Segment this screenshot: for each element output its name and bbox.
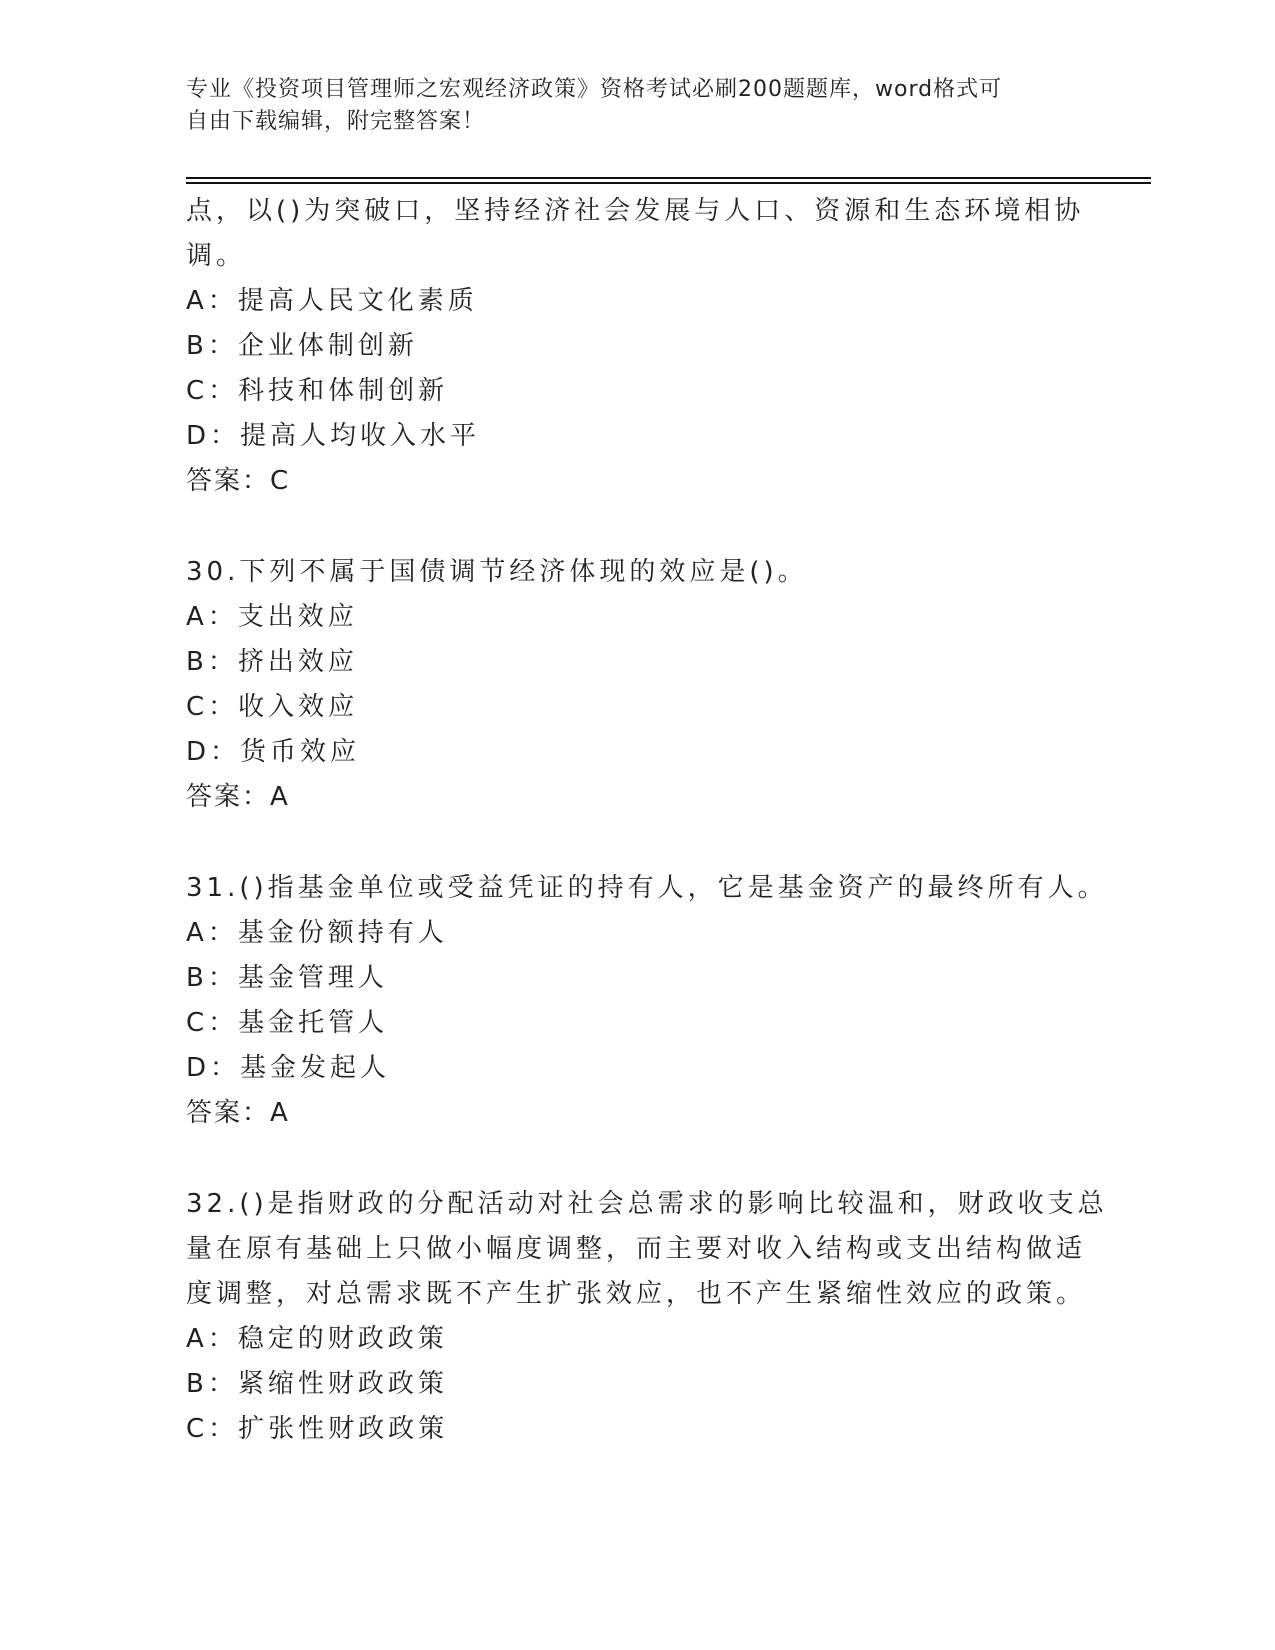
answer-label: 答案：A	[186, 782, 290, 812]
option-a: A：提高人民文化素质	[186, 286, 478, 316]
option-a: A：稳定的财政政策	[186, 1324, 448, 1354]
option-d: D：提高人均收入水平	[186, 421, 481, 451]
option-a: A：基金份额持有人	[186, 918, 448, 948]
option-b: B：基金管理人	[186, 963, 388, 993]
answer-label: 答案：C	[186, 466, 291, 496]
question-32	[186, 1182, 1108, 1452]
option-d: D：基金发起人	[186, 1053, 391, 1083]
question-stem-line: 调。	[186, 241, 247, 271]
option-c: C：基金托管人	[186, 1008, 389, 1038]
answer-label: 答案：A	[186, 1098, 290, 1128]
option-c: C：科技和体制创新	[186, 376, 449, 406]
question-stem-line: 32.()是指财政的分配活动对社会总需求的影响比较温和，财政收支总	[186, 1189, 1108, 1219]
question-stem-line: 度调整，对总需求既不产生扩张效应，也不产生紧缩性效应的政策。	[186, 1279, 1087, 1309]
header-line-1: 专业《投资项目管理师之宏观经济政策》资格考试必刷200题题库，word格式可	[186, 77, 1003, 102]
header-line-2: 自由下载编辑，附完整答案！	[186, 109, 486, 134]
option-b: B：挤出效应	[186, 647, 358, 677]
option-d: D：货币效应	[186, 737, 361, 767]
question-29	[186, 189, 1086, 504]
header-rule-top	[186, 177, 1151, 179]
question-stem-line: 点，以()为突破口，坚持经济社会发展与人口、资源和生态环境相协	[186, 196, 1085, 226]
document-header	[186, 74, 1066, 138]
option-b: B：紧缩性财政政策	[186, 1369, 448, 1399]
question-stem-line: 量在原有基础上只做小幅度调整，而主要对收入结构或支出结构做适	[186, 1234, 1087, 1264]
question-spacer	[186, 1136, 1086, 1182]
question-spacer	[186, 504, 1086, 550]
question-30	[186, 550, 1086, 820]
question-list	[186, 189, 1108, 1452]
question-stem: 31.()指基金单位或受益凭证的持有人，它是基金资产的最终所有人。	[186, 873, 1108, 903]
header-rule-bottom	[186, 182, 1151, 184]
option-c: C：扩张性财政政策	[186, 1414, 449, 1444]
question-spacer	[186, 820, 1086, 866]
option-a: A：支出效应	[186, 602, 358, 632]
question-31	[186, 866, 1108, 1136]
option-c: C：收入效应	[186, 692, 359, 722]
question-stem: 30.下列不属于国债调节经济体现的效应是()。	[186, 557, 808, 587]
option-b: B：企业体制创新	[186, 331, 418, 361]
